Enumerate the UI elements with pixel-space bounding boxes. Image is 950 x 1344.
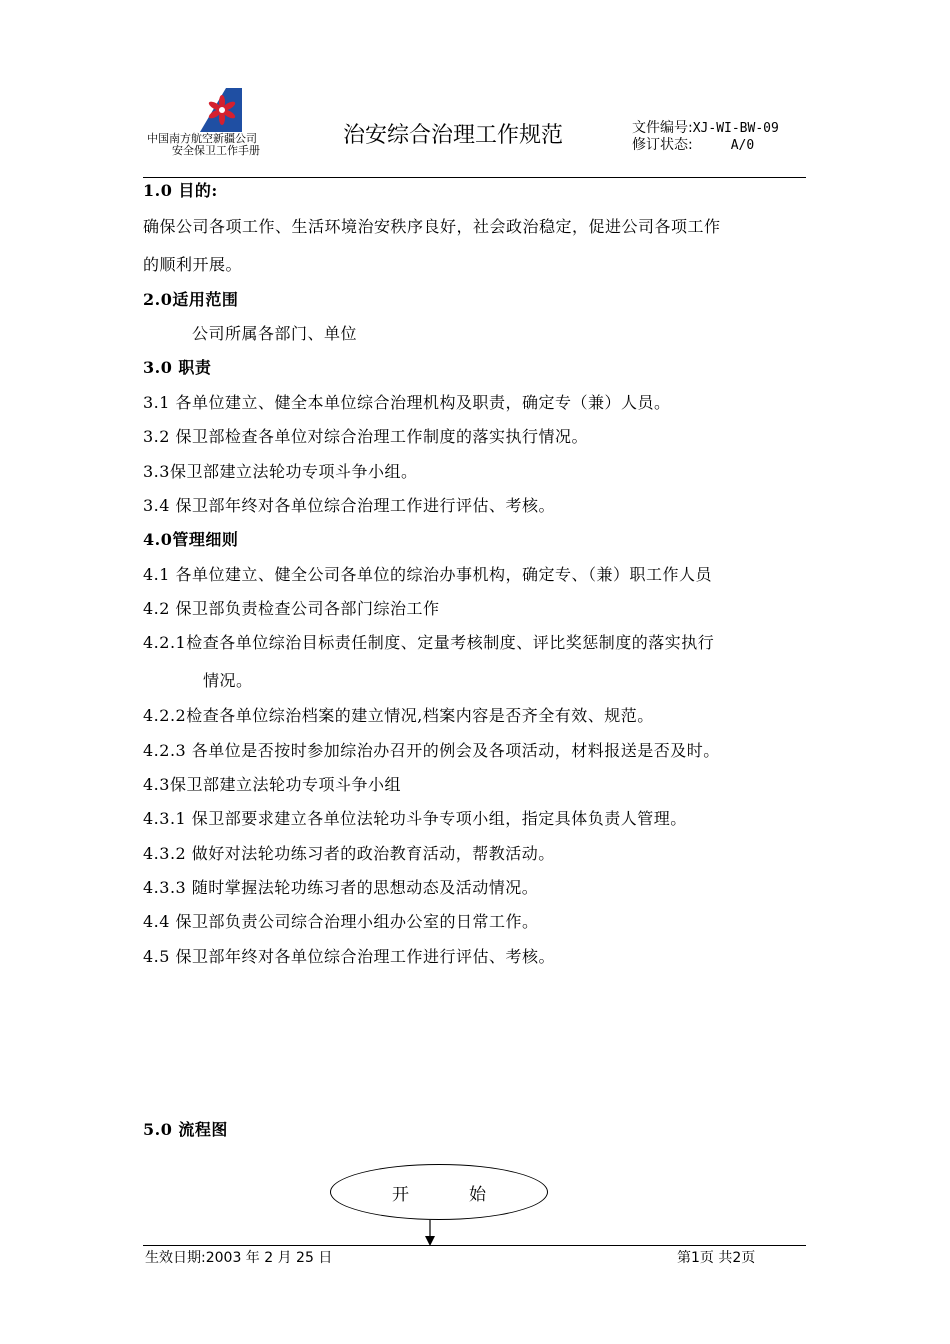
section-heading-flowchart: 5.0 流程图 (143, 1120, 228, 1139)
company-logo-icon (196, 86, 244, 134)
list-item-continuation: 情况。 (203, 671, 253, 690)
list-item: 3.4 保卫部年终对各单位综合治理工作进行评估、考核。 (143, 496, 556, 515)
list-item: 4.2.1检查各单位综治目标责任制度、定量考核制度、评比奖惩制度的落实执行 (143, 633, 715, 652)
list-item: 4.2 保卫部负责检查公司各部门综治工作 (143, 599, 440, 618)
paragraph-line: 公司所属各部门、单位 (192, 324, 358, 343)
revision-value: A/0 (730, 138, 755, 153)
list-item: 4.3.1 保卫部要求建立各单位法轮功斗争专项小组，指定具体负责人管理。 (143, 809, 687, 828)
paragraph-line: 的顺利开展。 (143, 255, 243, 274)
effective-date: 生效日期:2003 年 2 月 25 日 (145, 1250, 333, 1266)
document-title: 治安综合治理工作规范 (343, 123, 564, 148)
list-item: 4.2.2检查各单位综治档案的建立情况,档案内容是否齐全有效、规范。 (143, 706, 654, 725)
list-item: 4.2.3 各单位是否按时参加综治办召开的例会及各项活动，材料报送是否及时。 (143, 741, 720, 760)
section-heading-management: 4.0管理细则 (143, 530, 239, 549)
list-item: 3.2 保卫部检查各单位对综合治理工作制度的落实执行情况。 (143, 427, 589, 446)
list-item: 3.1 各单位建立、健全本单位综合治理机构及职责，确定专（兼）人员。 (143, 393, 671, 412)
footer-divider (143, 1245, 806, 1246)
list-item: 4.5 保卫部年终对各单位综合治理工作进行评估、考核。 (143, 947, 556, 966)
list-item: 3.3保卫部建立法轮功专项斗争小组。 (143, 462, 418, 481)
flowchart-start-label: 开始 (392, 1185, 546, 1205)
page-number: 第1页 共2页 (677, 1250, 756, 1266)
list-item: 4.1 各单位建立、健全公司各单位的综治办事机构，确定专、（兼）职工作人员 (143, 565, 713, 584)
list-item: 4.3保卫部建立法轮功专项斗争小组 (143, 775, 401, 794)
company-name (147, 133, 260, 157)
list-item: 4.3.3 随时掌握法轮功练习者的思想动态及活动情况。 (143, 878, 539, 897)
revision-label: 修订状态: (632, 137, 693, 153)
section-heading-purpose: 1.0 目的: (143, 181, 218, 200)
doc-no-value: XJ-WI-BW-09 (692, 121, 779, 136)
section-heading-duties: 3.0 职责 (143, 358, 212, 377)
company-line-2: 安全保卫工作手册 (172, 144, 260, 157)
section-heading-scope: 2.0适用范围 (143, 290, 239, 309)
document-meta (632, 120, 779, 154)
list-item: 4.4 保卫部负责公司综合治理小组办公室的日常工作。 (143, 912, 539, 931)
doc-no-label: 文件编号: (632, 120, 693, 136)
arrow-down-icon (424, 1220, 436, 1246)
company-line-1: 中国南方航空新疆公司 (147, 132, 257, 145)
list-item: 4.3.2 做好对法轮功练习者的政治教育活动，帮教活动。 (143, 844, 555, 863)
paragraph-line: 确保公司各项工作、生活环境治安秩序良好，社会政治稳定，促进公司各项工作 (143, 217, 721, 236)
header-divider (143, 177, 806, 178)
